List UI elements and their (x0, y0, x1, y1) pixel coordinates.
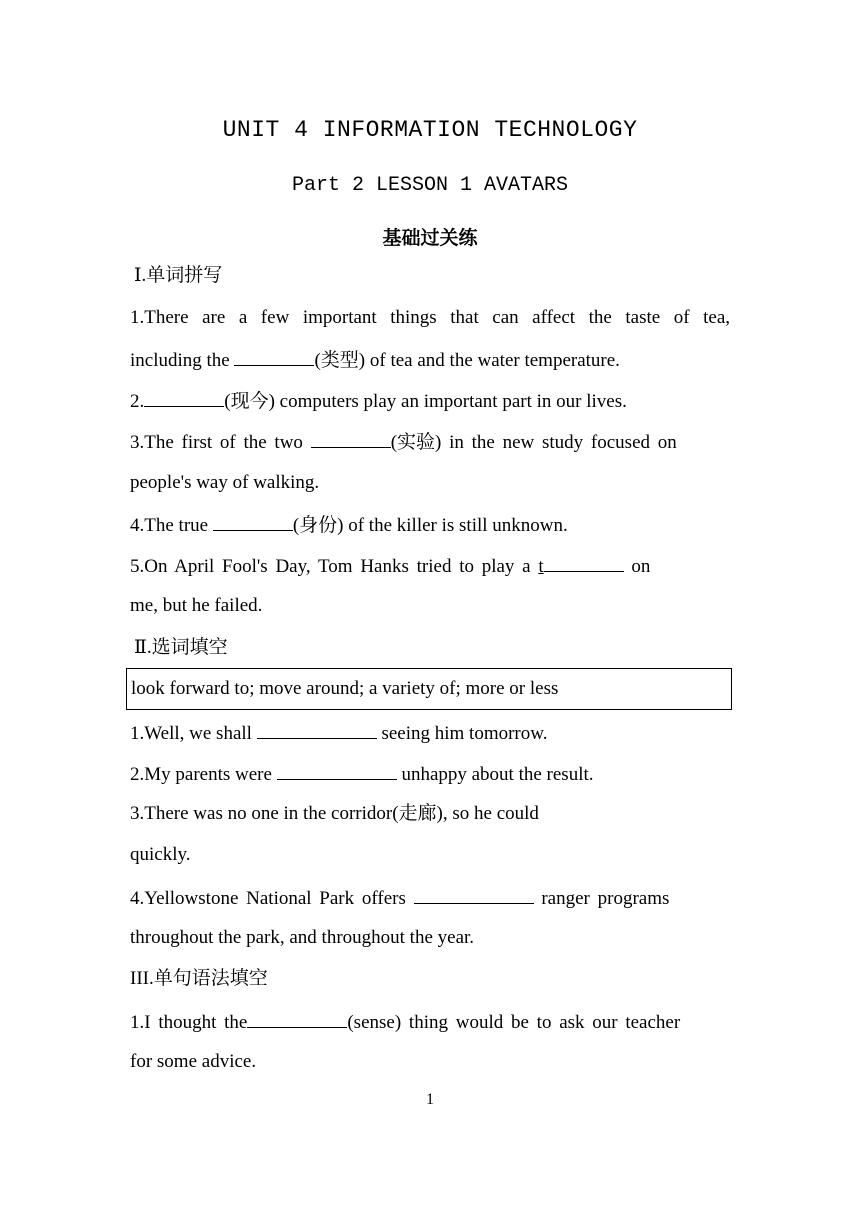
s1-q4-text-post: (身份) of the killer is still unknown. (292, 515, 568, 536)
answer-blank[interactable] (257, 720, 377, 739)
s3-q1-line2: for some advice. (130, 1051, 257, 1072)
s1-q3-line2: people's way of walking. (130, 472, 320, 493)
s1-q5-line2: me, but he failed. (130, 595, 263, 616)
word-bank-text: look forward to; move around; a variety of; more or less (131, 678, 559, 699)
s1-q3-line1 (130, 429, 730, 455)
s1-q2-text-post: (现今) computers play an important part in our lives. (224, 391, 627, 412)
s1-q3-text-pre: 3.The first of the two (130, 432, 311, 453)
s1-q4-text-pre: 4.The true (130, 515, 213, 536)
s2-q4-text-pre: 4.Yellowstone National Park offers (130, 888, 414, 909)
s2-q3-line2: quickly. (130, 844, 191, 865)
s2-q2-text-post: unhappy about the result. (396, 764, 594, 785)
section2-heading: Ⅱ.选词填空 (134, 637, 228, 658)
s2-q4-line1 (130, 885, 730, 911)
s2-q2-text-pre: 2.My parents were (130, 764, 277, 785)
s1-q2-line (130, 388, 730, 414)
lesson-title: Part 2 LESSON 1 AVATARS (291, 174, 569, 197)
s1-q1-line2 (130, 347, 730, 373)
s1-q4-line (130, 512, 730, 538)
s2-q4-line2: throughout the park, and throughout the year. (130, 927, 475, 948)
s2-q4-text-post: ranger programs (533, 888, 670, 909)
answer-blank[interactable] (213, 512, 293, 531)
s1-q2-text-pre: 2. (130, 391, 145, 412)
answer-blank[interactable] (414, 885, 534, 904)
answer-blank[interactable] (277, 761, 397, 780)
s1-q3-text-post: (实验) in the new study focused on (390, 432, 677, 453)
s2-q1-line (130, 720, 730, 746)
section1-heading: Ⅰ.单词拼写 (134, 265, 223, 286)
answer-blank[interactable] (311, 429, 391, 448)
s2-q1-text-pre: 1.Well, we shall (130, 723, 257, 744)
answer-blank[interactable] (144, 388, 224, 407)
s1-q1-line1: 1.There are a few important things that can affect the taste of tea, (130, 307, 730, 328)
s3-q1-line1 (130, 1009, 730, 1035)
section3-heading: III.单句语法填空 (130, 968, 268, 989)
s1-q1-text-pre: including the (130, 350, 235, 371)
s1-q5-letter: t (538, 556, 544, 577)
s2-q3-line1: 3.There was no one in the corridor(走廊), so he could (130, 803, 539, 824)
s1-q5-text-pre: 5.On April Fool's Day, Tom Hanks tried to play a (130, 556, 539, 577)
word-bank-box (126, 668, 732, 710)
s3-q1-text-post: (sense) thing would be to ask our teacher (347, 1012, 681, 1033)
unit-title: UNIT 4 INFORMATION TECHNOLOGY (222, 117, 638, 143)
s2-q1-text-post: seeing him tomorrow. (376, 723, 548, 744)
s2-q2-line (130, 761, 730, 787)
practice-title: 基础过关练 (382, 227, 478, 249)
s1-q5-text-post: on (623, 556, 651, 577)
s1-q5-line1 (130, 553, 730, 579)
s1-q1-text-post: (类型) of tea and the water temperature. (314, 350, 620, 371)
s3-q1-text-pre: 1.I thought the (130, 1012, 248, 1033)
answer-blank[interactable] (544, 553, 624, 572)
answer-blank[interactable] (247, 1009, 347, 1028)
answer-blank[interactable] (234, 347, 314, 366)
page-number: 1 (426, 1091, 434, 1108)
